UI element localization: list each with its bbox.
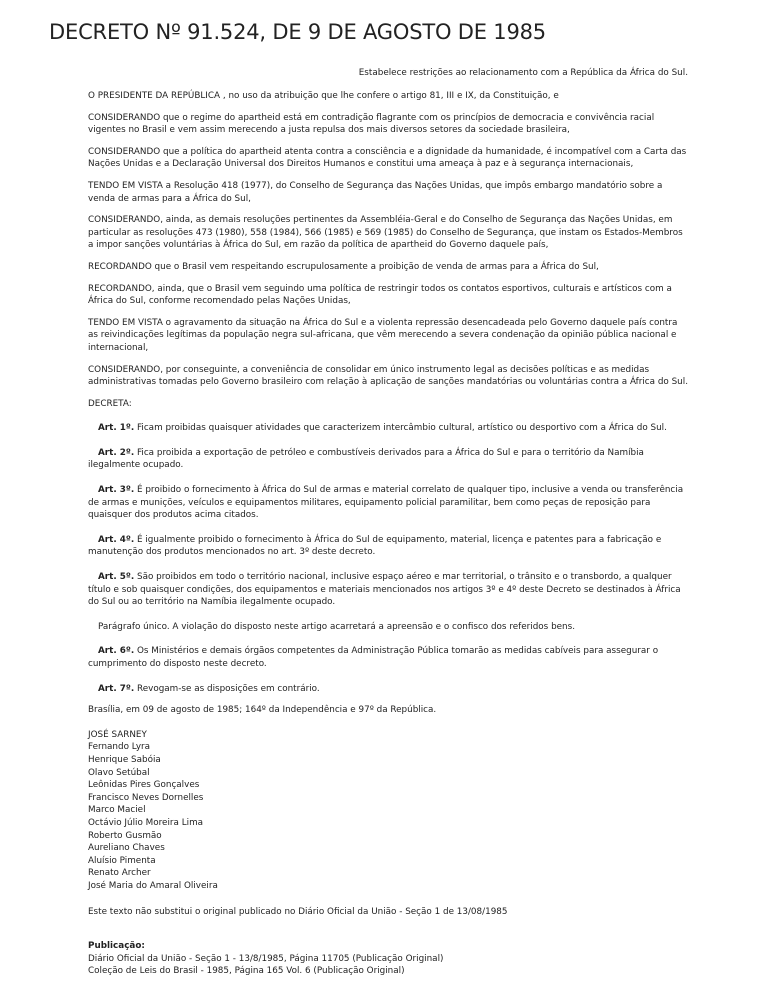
signatory: Marco Maciel: [88, 805, 146, 816]
signatory: JOSÉ SARNEY: [88, 729, 147, 740]
article-3: [88, 484, 688, 522]
preamble-paragraph: TENDO EM VISTA o agravamento da situação na África do Sul e a violenta repressão desencadeada pelo Governo daquele país contra as reivindicações legítimas da população negra sul-africana, que vêm merecendo a severa condenação da opinião pública nacional e internacional,: [88, 317, 678, 353]
article-2: [88, 447, 688, 472]
article-4: [88, 534, 688, 559]
article-label: Art. 1º.: [98, 423, 135, 434]
article-text: Fica proibida a exportação de petróleo e combustíveis derivados para a África do Sul e para o território da Namíbia ilegalmente ocupado.: [88, 447, 644, 471]
article-label: Art. 7º.: [98, 683, 135, 694]
preamble-paragraph: CONSIDERANDO que a política do apartheid atenta contra a consciência e a dignidade da humanidade, é incompatível com a Carta das Nações Unidas e a Declaração Universal dos Direitos Humanos e constitui uma ameaça à paz e à segurança internacionais,: [88, 146, 687, 170]
publication-line: Coleção de Leis do Brasil - 1985, Página 165 Vol. 6 (Publicação Original): [88, 966, 405, 977]
article-6: [88, 645, 688, 670]
article-text: É proibido o fornecimento à África do Sul de armas e material correlato de qualquer tipo, inclusive a venda ou transferência de armas e munições, veículos e equipamentos militares, equipamento policial paramilitar, bem como peças de reposição para quaisquer dos produtos acima citados.: [88, 485, 684, 521]
preamble-paragraph: O PRESIDENTE DA REPÚBLICA , no uso da atribuição que lhe confere o artigo 81, III e IX, da Constituição, e: [88, 91, 559, 101]
publication-heading: Publicação:: [88, 941, 145, 952]
article-label: Art. 4º.: [98, 534, 135, 545]
signatory: Henrique Sabóia: [88, 754, 161, 765]
article-text: Revogam-se as disposições em contrário.: [134, 683, 320, 694]
preamble-paragraph: CONSIDERANDO, por conseguinte, a conveniência de consolidar em único instrumento legal as decisões políticas e as medidas administrativas tomadas pelo Governo brasileiro com relação à aplicação de sanções mandatórias ou voluntárias contra a África do Sul.: [88, 364, 688, 388]
article-label: Art. 3º.: [98, 485, 135, 496]
disclaimer-note: Este texto não substitui o original publicado no Diário Oficial da União - Seção 1 de 13/08/1985: [88, 906, 508, 917]
page-title: DECRETO Nº 91.524, DE 9 DE AGOSTO DE 1985: [49, 20, 546, 44]
signatory: Fernando Lyra: [88, 742, 151, 753]
preamble-paragraph: TENDO EM VISTA a Resolução 418 (1977), do Conselho de Segurança das Nações Unidas, que impôs embargo mandatório sobre a venda de armas para a África do Sul,: [88, 180, 663, 204]
preamble-paragraph: CONSIDERANDO que o regime do apartheid está em contradição flagrante com os princípios de democracia e convivência racial vigentes no Brasil e vem assim merecendo a justa repulsa dos mais diversos setores da sociedade brasileira,: [88, 112, 655, 136]
article-label: Art. 5º.: [98, 572, 135, 583]
signatory: Aluísio Pimenta: [88, 855, 156, 866]
signatory: Octávio Júlio Moreira Lima: [88, 817, 204, 828]
ementa: Estabelece restrições ao relacionamento com a República da África do Sul.: [358, 68, 688, 78]
signatories: [88, 729, 688, 893]
publication-line: Diário Oficial da União - Seção 1 - 13/8/1985, Página 11705 (Publicação Original): [88, 953, 444, 964]
signatory: Renato Archer: [88, 868, 151, 879]
article-text: É igualmente proibido o fornecimento à África do Sul de equipamento, material, licença e patentes para a fabricação e manutenção dos produtos mencionados no art. 3º deste decreto.: [88, 534, 662, 558]
article-7: [88, 683, 688, 696]
preamble-paragraph: RECORDANDO, ainda, que o Brasil vem seguindo uma política de restringir todos os contatos esportivos, culturais e artísticos com a África do Sul, conforme recomendado pelas Nações Unidas,: [88, 283, 672, 307]
article-text: Os Ministérios e demais órgãos competentes da Administração Pública tomarão as medidas cabíveis para assegurar o cumprimento do disposto neste decreto.: [88, 646, 659, 669]
signatory: José Maria do Amaral Oliveira: [88, 880, 218, 891]
preamble-paragraph: RECORDANDO que o Brasil vem respeitando escrupulosamente a proibição de venda de armas para a África do Sul,: [88, 261, 599, 272]
article-label: Art. 6º.: [98, 646, 135, 657]
article-label: Art. 2º.: [98, 447, 135, 458]
signatory: Olavo Setúbal: [88, 767, 150, 778]
decreta-label: DECRETA:: [88, 398, 132, 409]
article-text: São proibidos em todo o território nacional, inclusive espaço aéreo e mar territorial, o trânsito e o transbordo, a qualquer título e sob quaisquer condições, dos equipamentos e materiais mencionados nos artigos 3º e 4º deste Decreto se destinados à África do Sul ou ao território na Namíbia ilegalmente ocupado.: [88, 572, 681, 608]
article-1: [88, 422, 688, 435]
preamble-paragraph: CONSIDERANDO, ainda, as demais resoluções pertinentes da Assembléia-Geral e do Conselho de Segurança das Nações Unidas, em particular as resoluções 473 (1980), 558 (1984), 566 (1985) e 569 (1985) do Conselho de Segurança, que instam os Estados-Membros a impor sanções voluntárias à África do Sul, em razão da política de apartheid do Governo daquele país,: [88, 215, 683, 251]
signatory: Leônidas Pires Gonçalves: [88, 780, 200, 791]
article-5: [88, 571, 688, 609]
paragrafo-unico: Parágrafo único. A violação do disposto neste artigo acarretará a apreensão e o confisco dos referidos bens.: [98, 621, 576, 632]
dateline: Brasília, em 09 de agosto de 1985; 164º da Independência e 97º da República.: [88, 705, 437, 716]
article-text: Ficam proibidas quaisquer atividades que caracterizem intercâmbio cultural, artístico ou desportivo com a África do Sul.: [134, 423, 667, 434]
signatory: Francisco Neves Dornelles: [88, 792, 204, 803]
decree-body: [88, 90, 688, 978]
signatory: Aureliano Chaves: [88, 843, 165, 854]
signatory: Roberto Gusmão: [88, 830, 162, 841]
